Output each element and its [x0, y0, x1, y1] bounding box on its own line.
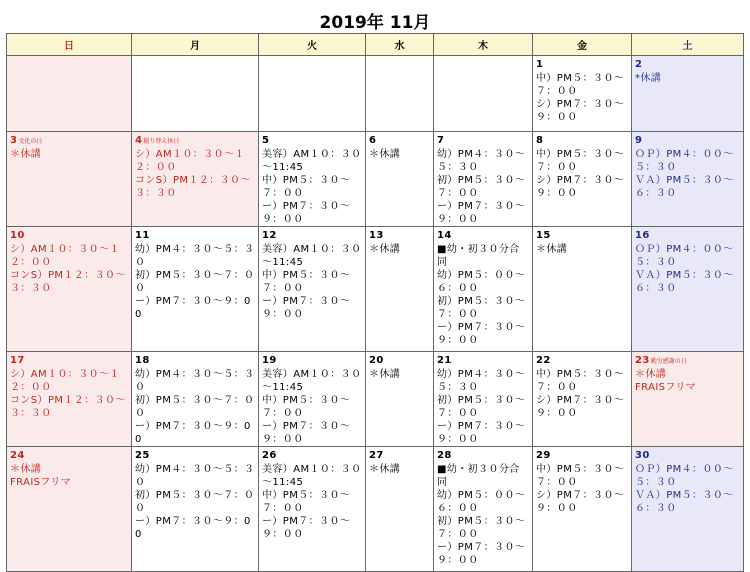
schedule-entry: ＯＰ）PM４：００～５：３０	[635, 464, 734, 488]
week-row	[7, 56, 744, 132]
day-cell	[632, 56, 744, 132]
day-cell	[132, 227, 259, 352]
day-number: 9	[635, 135, 643, 146]
day-number: 1	[536, 59, 544, 70]
schedule-entry: 初）PM５：３０～７：００	[135, 490, 255, 514]
day-header	[135, 58, 256, 72]
schedule-entry: FRAISフリマ	[635, 382, 697, 393]
schedule-entry: 中）PM５：３０～７：００	[536, 369, 625, 393]
day-header	[635, 58, 741, 72]
day-number: 18	[135, 355, 150, 366]
schedule-entry: ＯＰ）PM４：００～５：３０	[635, 149, 734, 173]
day-header	[262, 354, 363, 368]
schedule-entry: ＊休講	[369, 464, 401, 475]
day-cell	[632, 227, 744, 352]
schedule-entry: 美容）AM１０：３０～11:45	[262, 464, 362, 488]
day-header	[536, 229, 629, 243]
schedule-entry: ＊休講	[635, 369, 667, 380]
schedule-entry: ー）PM７：３０～９：００	[262, 516, 351, 540]
day-header	[437, 229, 530, 243]
day-cell	[434, 132, 533, 227]
day-number: 21	[437, 355, 452, 366]
schedule-entry: ＶＡ）PM５：３０～６：３０	[635, 270, 734, 294]
schedule-entry: 幼）PM４：３０～５：３０	[437, 369, 526, 393]
day-number: 22	[536, 355, 551, 366]
day-header	[635, 134, 741, 148]
schedule-entry: ＶＡ）PM５：３０～６：３０	[635, 175, 734, 199]
schedule-entry: 中）PM５：３０～７：００	[262, 270, 351, 294]
day-header	[437, 354, 530, 368]
day-cell	[7, 447, 132, 572]
calendar-grid	[6, 33, 744, 572]
schedule-entry: ＊休講	[536, 244, 568, 255]
week-row	[7, 447, 744, 572]
day-number: 14	[437, 230, 452, 241]
day-number: 2	[635, 59, 643, 70]
schedule-entry: 中）PM５：３０～７：００	[262, 490, 351, 514]
day-cell	[434, 56, 533, 132]
schedule-entry: ＊休講	[369, 244, 401, 255]
schedule-entry: コンS）PM１２：３０～３：３０	[10, 395, 126, 419]
schedule-entry: ー）PM７：３０～９：00	[135, 296, 251, 320]
day-cell	[259, 56, 366, 132]
day-number: 19	[262, 355, 277, 366]
day-cell	[7, 352, 132, 447]
weekday-sun: 日	[7, 34, 132, 56]
day-header	[262, 449, 363, 463]
schedule-entry: 中）PM５：３０～７：００	[536, 149, 625, 173]
day-cell	[366, 352, 434, 447]
schedule-entry: 初）PM５：３０～７：００	[135, 395, 255, 419]
schedule-entry: シ）PM７：３０～９：００	[536, 99, 625, 123]
day-cell	[259, 227, 366, 352]
day-cell	[132, 132, 259, 227]
schedule-entry: シ）PM７：３０～９：００	[536, 395, 625, 419]
day-header	[135, 229, 256, 243]
day-header	[135, 134, 256, 148]
day-header	[262, 134, 363, 148]
day-number: 16	[635, 230, 650, 241]
day-header	[10, 449, 129, 463]
day-header	[369, 354, 431, 368]
schedule-entry: ー）PM７：３０～９：00	[135, 421, 251, 445]
day-cell	[434, 227, 533, 352]
day-cell	[366, 227, 434, 352]
schedule-entry: ＊休講	[369, 369, 401, 380]
day-cell	[533, 352, 632, 447]
day-cell	[7, 227, 132, 352]
schedule-entry: 初）PM５：３０～７：００	[437, 516, 526, 540]
day-number: 8	[536, 135, 544, 146]
schedule-entry: シ）PM７：３０～９：００	[536, 175, 625, 199]
schedule-entry: シ）PM７：３０～９：００	[536, 490, 625, 514]
day-number: 26	[262, 450, 277, 461]
day-number: 27	[369, 450, 384, 461]
schedule-entry: 初）PM５：３０～７：００	[437, 175, 526, 199]
day-cell	[259, 352, 366, 447]
day-number: 6	[369, 135, 377, 146]
day-number: 20	[369, 355, 384, 366]
day-number: 15	[536, 230, 551, 241]
day-cell	[632, 447, 744, 572]
schedule-entry: 美容）AM１０：３０～11:45	[262, 149, 362, 173]
day-header	[635, 449, 741, 463]
day-cell	[132, 352, 259, 447]
day-header	[10, 229, 129, 243]
day-number: 23	[635, 355, 650, 366]
day-cell	[632, 132, 744, 227]
weekday-thu: 木	[434, 34, 533, 56]
weekday-header-row	[7, 34, 744, 56]
schedule-entry: ■幼・初３０分合同	[437, 464, 520, 488]
day-header	[369, 449, 431, 463]
schedule-entry: 幼）PM４：３０～５：３０	[135, 369, 255, 393]
schedule-entry: ＶＡ）PM５：３０～６：３０	[635, 490, 734, 514]
day-header	[536, 354, 629, 368]
day-number: 10	[10, 230, 25, 241]
day-header	[10, 354, 129, 368]
day-cell	[533, 447, 632, 572]
day-number: 17	[10, 355, 25, 366]
day-number: 4	[135, 135, 143, 146]
day-cell	[132, 56, 259, 132]
day-cell	[259, 447, 366, 572]
calendar-title: 2019年 11月	[319, 13, 431, 33]
schedule-entry: ー）PM７：３０～９：00	[135, 516, 251, 540]
weekday-tue: 火	[259, 34, 366, 56]
day-cell	[434, 447, 533, 572]
schedule-entry: 中）PM５：３０～７：００	[262, 395, 351, 419]
weekday-fri: 金	[533, 34, 632, 56]
schedule-entry: 幼）PM５：００～６：００	[437, 490, 526, 514]
day-cell	[533, 227, 632, 352]
schedule-entry: 美容）AM１０：３０～11:45	[262, 369, 362, 393]
day-number: 29	[536, 450, 551, 461]
schedule-entry: ー）PM７：３０～９：００	[437, 542, 526, 566]
week-row	[7, 352, 744, 447]
day-cell	[632, 352, 744, 447]
day-header	[536, 449, 629, 463]
day-header	[536, 58, 629, 72]
day-cell	[533, 132, 632, 227]
day-header	[635, 229, 741, 243]
day-number: 25	[135, 450, 150, 461]
day-cell	[7, 132, 132, 227]
day-number: 5	[262, 135, 270, 146]
schedule-entry: ＯＰ）PM４：００～５：３０	[635, 244, 734, 268]
day-header	[369, 229, 431, 243]
schedule-entry: ＊休講	[10, 149, 42, 160]
day-header	[135, 354, 256, 368]
schedule-entry: 美容）AM１０：３０～11:45	[262, 244, 362, 268]
schedule-entry: ー）PM７：３０～９：００	[437, 421, 526, 445]
schedule-entry: 中）PM５：３０～７：００	[536, 73, 625, 97]
day-header	[437, 134, 530, 148]
week-row	[7, 227, 744, 352]
day-number: 3	[10, 135, 18, 146]
day-header	[369, 58, 431, 72]
schedule-entry: FRAISフリマ	[10, 477, 72, 488]
week-row	[7, 132, 744, 227]
schedule-entry: 幼）PM４：３０～５：３０	[135, 244, 255, 268]
day-header	[135, 449, 256, 463]
day-number: 12	[262, 230, 277, 241]
schedule-entry: 幼）PM５：００～６：００	[437, 270, 526, 294]
schedule-entry: ＊休講	[369, 149, 401, 160]
schedule-entry: ー）PM７：３０～９：００	[437, 322, 526, 346]
day-number: 13	[369, 230, 384, 241]
day-cell	[533, 56, 632, 132]
schedule-entry: 初）PM５：３０～７：００	[437, 296, 526, 320]
day-cell	[366, 56, 434, 132]
schedule-entry: 初）PM５：３０～７：００	[437, 395, 526, 419]
schedule-entry: シ）AM１０：３０～１２：００	[10, 244, 120, 268]
weekday-sat: 土	[632, 34, 744, 56]
day-header	[262, 229, 363, 243]
day-header	[635, 354, 741, 368]
day-header	[437, 449, 530, 463]
day-cell	[366, 132, 434, 227]
schedule-entry: 幼）PM４：３０～５：３０	[135, 464, 255, 488]
schedule-entry: シ）AM１０：３０～１２：００	[10, 369, 120, 393]
weekday-wed: 水	[366, 34, 434, 56]
day-cell	[132, 447, 259, 572]
day-header	[10, 58, 129, 72]
holiday-name: 勤労感謝の日	[650, 358, 687, 365]
day-cell	[259, 132, 366, 227]
day-number: 24	[10, 450, 25, 461]
schedule-entry: ー）PM７：３０～９：００	[262, 296, 351, 320]
schedule-entry: 中）PM５：３０～７：００	[536, 464, 625, 488]
schedule-entry: ■幼・初３０分合同	[437, 244, 520, 268]
schedule-entry: ー）PM７：３０～９：００	[262, 421, 351, 445]
schedule-entry: シ）AM１０：３０～１２：００	[135, 149, 245, 173]
day-number: 28	[437, 450, 452, 461]
day-header	[369, 134, 431, 148]
holiday-name: 文化の日	[18, 138, 43, 145]
day-number: 30	[635, 450, 650, 461]
day-header	[262, 58, 363, 72]
day-cell	[366, 447, 434, 572]
day-number: 11	[135, 230, 150, 241]
schedule-entry: コンS）PM１２：３０～３：３０	[135, 175, 251, 199]
day-header	[10, 134, 129, 148]
day-header	[536, 134, 629, 148]
day-cell	[434, 352, 533, 447]
weekday-mon: 月	[132, 34, 259, 56]
schedule-entry: ー）PM７：３０～９：００	[437, 201, 526, 225]
schedule-entry: 幼）PM４：３０～５：３０	[437, 149, 526, 173]
schedule-entry: *休講	[635, 73, 662, 84]
schedule-entry: コンS）PM１２：３０～３：３０	[10, 270, 126, 294]
holiday-name: 振り替え休日	[143, 138, 180, 145]
schedule-entry: ー）PM７：３０～９：００	[262, 201, 351, 225]
day-cell	[7, 56, 132, 132]
day-header	[437, 58, 530, 72]
day-number: 7	[437, 135, 445, 146]
schedule-entry: 初）PM５：３０～７：００	[135, 270, 255, 294]
schedule-entry: ＊休講	[10, 464, 42, 475]
schedule-entry: 中）PM５：３０～７：００	[262, 175, 351, 199]
